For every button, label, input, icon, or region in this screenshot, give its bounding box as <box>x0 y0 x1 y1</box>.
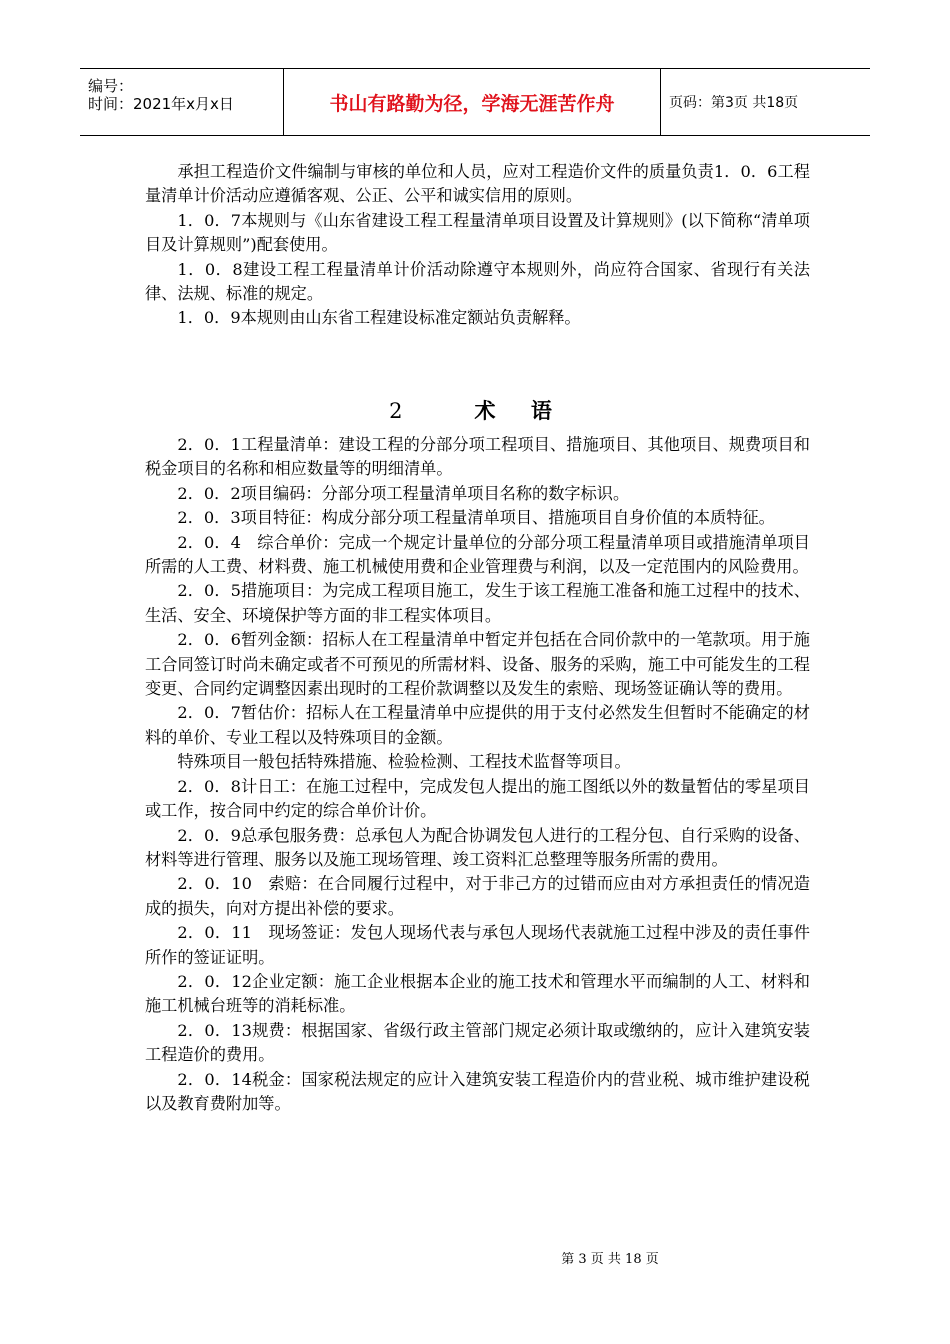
document-date-label: 时间：2021年x月x日 <box>88 95 234 113</box>
term-paragraph: 特殊项目一般包括特殊措施、检验检测、工程技术监督等项目。 <box>177 752 631 772</box>
page-footer: 第 3 页 共 18 页 <box>561 1252 659 1267</box>
term-paragraph: 2．0．11 现场签证：发包人现场代表与承包人现场代表就施工过程中涉及的责任事件所作的签证证明。 <box>145 923 810 967</box>
document-number-label: 编号： <box>88 77 134 95</box>
term-paragraph: 2．0．13规费：根据国家、省级行政主管部门规定必须计取或缴纳的，应计入建筑安装工程造价的费用。 <box>145 1020 810 1065</box>
intro-paragraph-2: 1．0．7本规则与《山东省建设工程工程量清单项目设置及计算规则》(以下简称“清单项目及计算规则”)配套使用。 <box>145 210 810 255</box>
terms-section <box>145 433 810 1116</box>
section-heading <box>145 395 810 425</box>
term-paragraph: 2．0．10 索赔：在合同履行过程中，对于非己方的过错而应由对方承担责任的情况造成的损失，向对方提出补偿的要求。 <box>145 874 810 918</box>
term-paragraph: 2．0．5措施项目：为完成工程项目施工，发生于该工程施工准备和施工过程中的技术、生活、安全、环境保护等方面的非工程实体项目。 <box>145 581 810 625</box>
term-paragraph: 2．0．9总承包服务费：总承包人为配合协调发包人进行的工程分包、自行采购的设备、材料等进行管理、服务以及施工现场管理、竣工资料汇总整理等服务所需的费用。 <box>145 825 810 869</box>
term-paragraph: 2．0．1工程量清单：建设工程的分部分项工程项目、措施项目、其他项目、规费项目和税金项目的名称和相应数量等的明细清单。 <box>145 435 810 479</box>
header-motto: 书山有路勤为径，学海无涯苦作舟 <box>284 69 661 135</box>
term-paragraph: 2．0．3项目特征：构成分部分项工程量清单项目、措施项目自身价值的本质特征。 <box>177 508 775 528</box>
term-paragraph: 2．0．14税金：国家税法规定的应计入建筑安装工程造价内的营业税、城市维护建设税以及教育费附加等。 <box>145 1069 810 1113</box>
term-paragraph: 2．0．12企业定额：施工企业根据本企业的施工技术和管理水平而编制的人工、材料和施工机械台班等的消耗标准。 <box>145 971 810 1016</box>
header-meta-cell <box>80 69 284 135</box>
intro-paragraph-3: 1．0．8建设工程工程量清单计价活动除遵守本规则外，尚应符合国家、省现行有关法律、法规、标准的规定。 <box>145 259 810 304</box>
section-title: 术 语 <box>474 399 566 423</box>
section-number: 2 <box>389 399 405 423</box>
term-paragraph: 2．0．2项目编码：分部分项工程量清单项目名称的数字标识。 <box>177 483 630 503</box>
intro-section <box>145 160 810 331</box>
term-paragraph: 2．0．6暂列金额：招标人在工程量清单中暂定并包括在合同价款中的一笔款项。用于施工合同签订时尚未确定或者不可预见的所需材料、设备、服务的采购，施工中可能发生的工程变更、合同约定调整因素出现时的工程价款调整以及发生的索赔、现场签证确认等的费用。 <box>145 630 810 699</box>
term-paragraph: 2．0．8计日工：在施工过程中，完成发包人提出的施工图纸以外的数量暂估的零星项目或工作，按合同中约定的综合单价计价。 <box>145 776 810 821</box>
page-header <box>80 68 870 136</box>
term-paragraph: 2．0．7暂估价：招标人在工程量清单中应提供的用于支付必然发生但暂时不能确定的材料的单价、专业工程以及特殊项目的金额。 <box>145 703 810 747</box>
term-paragraph: 2．0．4 综合单价：完成一个规定计量单位的分部分项工程量清单项目或措施清单项目所需的人工费、材料费、施工机械使用费和企业管理费与利润，以及一定范围内的风险费用。 <box>145 532 810 577</box>
intro-paragraph-4: 1．0．9本规则由山东省工程建设标准定额站负责解释。 <box>177 308 581 328</box>
header-page-info: 页码：第3页 共18页 <box>669 95 799 111</box>
intro-paragraph-1: 承担工程造价文件编制与审核的单位和人员，应对工程造价文件的质量负责1．0．6工程量清单计价活动应遵循客观、公正、公平和诚实信用的原则。 <box>145 162 810 206</box>
